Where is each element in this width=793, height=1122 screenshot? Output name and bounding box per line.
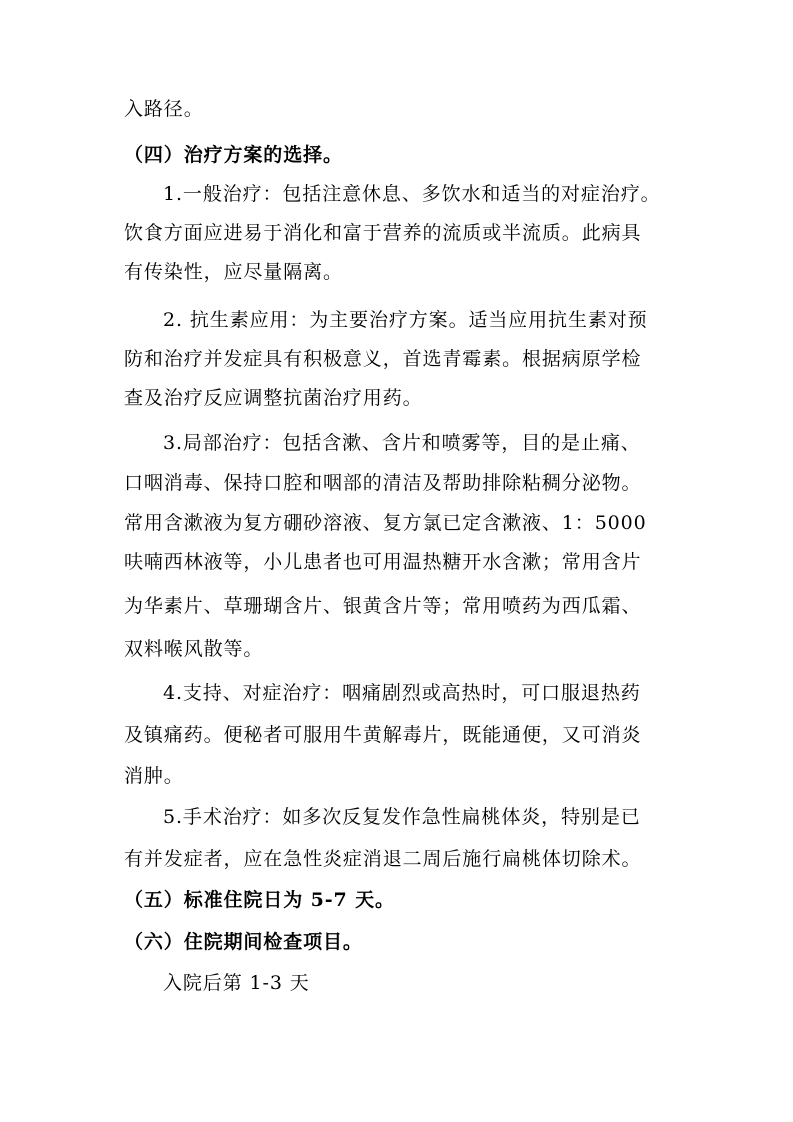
paragraph-line: 入院后第 1-3 天 <box>163 972 310 994</box>
paragraph-line: 饮食方面应进易于消化和富于营养的流质或半流质。此病具 <box>124 222 642 244</box>
paragraph-line: 双料喉风散等。 <box>124 638 264 660</box>
paragraph-line: 有并发症者，应在急性炎症消退二周后施行扁桃体切除术。 <box>124 848 642 870</box>
paragraph-line: 常用含漱液为复方硼砂溶液、复方氯已定含漱液、1：5000 <box>124 512 647 534</box>
paragraph-line: 消肿。 <box>124 765 184 787</box>
paragraph-line: 3.局部治疗：包括含漱、含片和喷雾等，目的是止痛、 <box>163 432 641 454</box>
paragraph-line: 口咽消毒、保持口腔和咽部的清洁及帮助排除粘稠分泌物。 <box>124 472 642 494</box>
paragraph-line: 查及治疗反应调整抗菌治疗用药。 <box>124 387 423 409</box>
paragraph-line: 4.支持、对症治疗：咽痛剧烈或高热时，可口服退热药 <box>163 682 641 704</box>
paragraph-line: 呋喃西林液等，小儿患者也可用温热糖开水含漱；常用含片 <box>124 551 642 573</box>
section-heading-4: （四）治疗方案的选择。 <box>124 144 343 166</box>
paragraph-line: 及镇痛药。便秘者可服用牛黄解毒片，既能通便，又可消炎 <box>124 724 642 746</box>
paragraph-line: 为华素片、草珊瑚含片、银黄含片等；常用喷药为西瓜霜、 <box>124 595 642 617</box>
section-heading-5: （五）标准住院日为 5-7 天。 <box>124 889 395 911</box>
paragraph-line: 防和治疗并发症具有积极意义，首选青霉素。根据病原学检 <box>124 348 642 370</box>
paragraph-line: 有传染性，应尽量隔离。 <box>124 261 343 283</box>
paragraph-line: 5.手术治疗：如多次反复发作急性扁桃体炎，特别是已 <box>163 806 641 828</box>
continuation-text: 入路径。 <box>124 98 204 120</box>
paragraph-line: 1.一般治疗：包括注意休息、多饮水和适当的对症治疗。 <box>163 183 661 205</box>
section-heading-6: （六）住院期间检查项目。 <box>124 931 363 953</box>
paragraph-line: 2. 抗生素应用：为主要治疗方案。适当应用抗生素对预 <box>163 309 648 331</box>
